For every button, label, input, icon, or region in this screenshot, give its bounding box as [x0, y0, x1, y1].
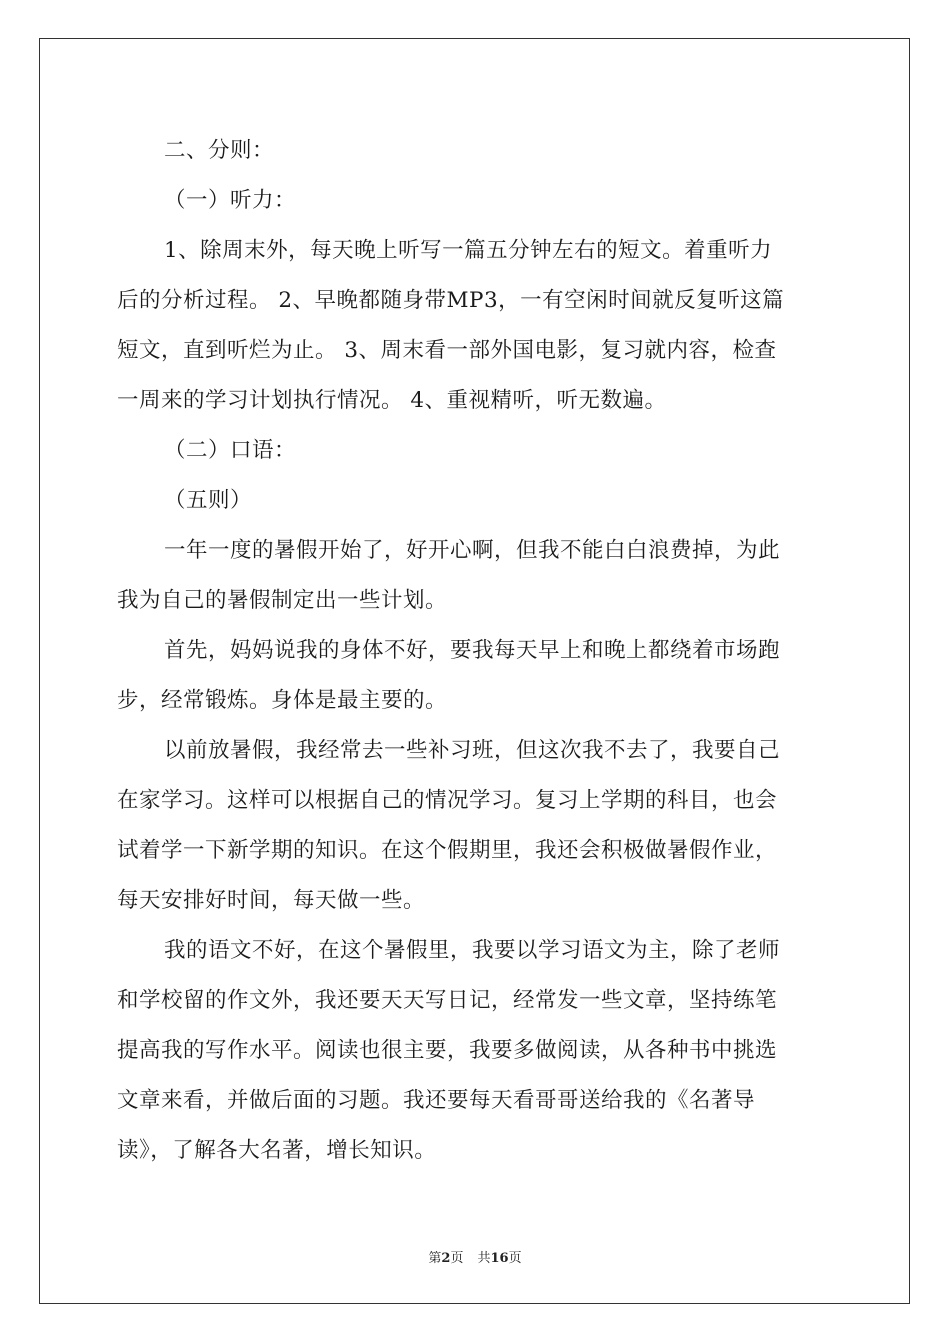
page-prefix: 第 — [428, 1251, 442, 1266]
text-line: 每天安排好时间，每天做一些。 — [117, 888, 426, 913]
page-number: 2 — [441, 1251, 451, 1266]
text-line: 以前放暑假，我经常去一些补习班，但这次我不去了，我要自己 — [164, 738, 781, 763]
text-line: 我为自己的暑假制定出一些计划。 — [117, 588, 448, 613]
text-line: 和学校留的作文外，我还要天天写日记，经常发一些文章，坚持练笔 — [117, 988, 778, 1013]
text-line: 试着学一下新学期的知识。在这个假期里，我还会积极做暑假作业， — [117, 838, 778, 863]
text-line: 读》，了解各大名著，增长知识。 — [117, 1138, 437, 1163]
text-line: 一年一度的暑假开始了，好开心啊，但我不能白白浪费掉，为此 — [164, 538, 781, 563]
text-line: （二）口语： — [164, 438, 297, 463]
text-line: 短文，直到听烂为止。 3、周末看一部外国电影，复习就内容，检查 — [117, 338, 777, 363]
text-line: 1、除周末外，每天晚上听写一篇五分钟左右的短文。着重听力 — [164, 238, 773, 263]
text-line: 一周来的学习计划执行情况。 4、重视精听，听无数遍。 — [117, 388, 667, 413]
text-line: 提高我的写作水平。阅读也很主要，我要多做阅读，从各种书中挑选 — [117, 1038, 778, 1063]
text-line: 首先，妈妈说我的身体不好，要我每天早上和晚上都绕着市场跑 — [164, 638, 781, 663]
text-line: 文章来看，并做后面的习题。我还要每天看哥哥送给我的《名著导 — [117, 1088, 756, 1113]
text-line: 我的语文不好，在这个暑假里，我要以学习语文为主，除了老师 — [164, 938, 781, 963]
page-suffix: 页 — [450, 1251, 464, 1266]
text-line: 在家学习。这样可以根据自己的情况学习。复习上学期的科目，也会 — [117, 788, 778, 813]
document-body — [117, 126, 835, 1176]
text-line: （五则） — [164, 488, 253, 513]
total-pages: 16 — [490, 1251, 509, 1266]
total-prefix: 共 — [477, 1251, 491, 1266]
text-line: 二、分则： — [164, 138, 275, 163]
page-footer — [0, 1247, 950, 1266]
total-suffix: 页 — [508, 1251, 522, 1266]
text-line: 步，经常锻炼。身体是最主要的。 — [117, 688, 448, 713]
text-line: （一）听力： — [164, 188, 297, 213]
text-line: 后的分析过程。 2、早晚都随身带MP3，一有空闲时间就反复听这篇 — [117, 288, 785, 313]
